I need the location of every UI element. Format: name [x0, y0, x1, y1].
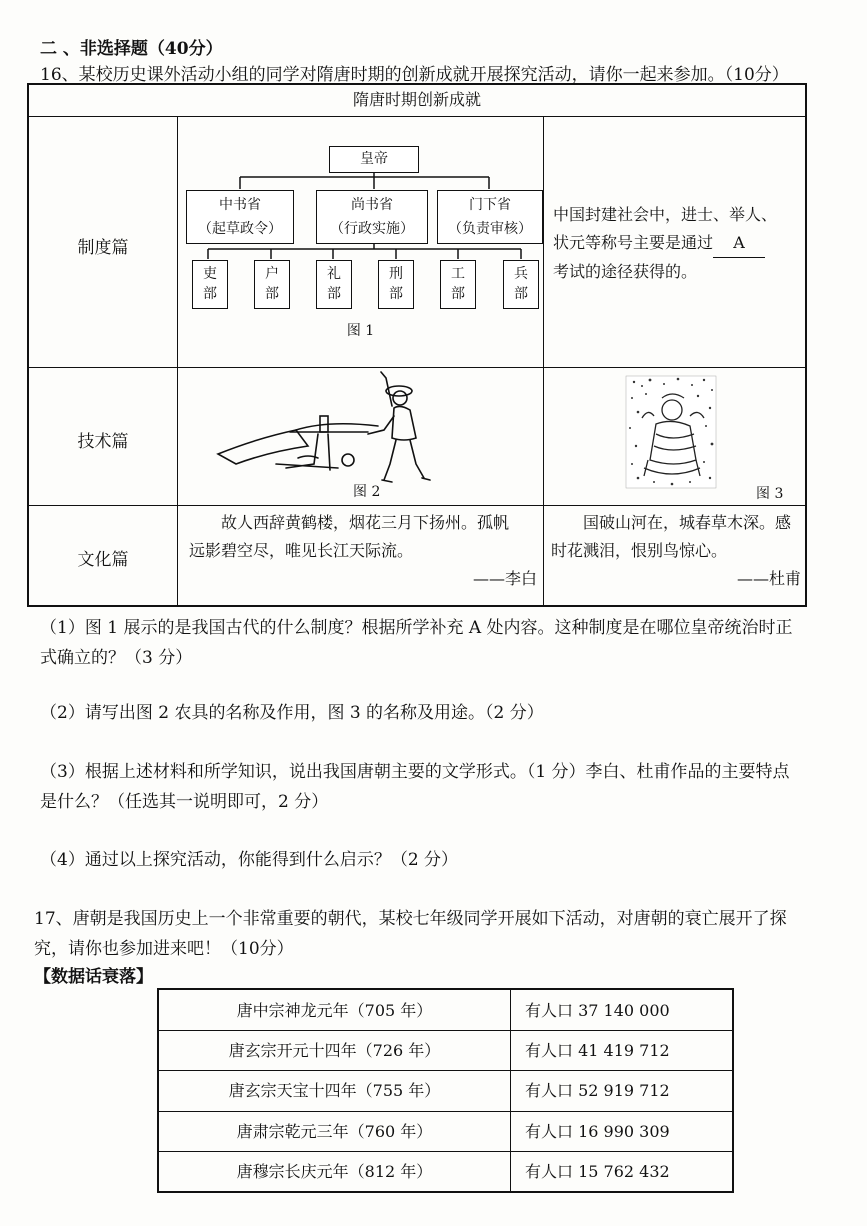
table-row: 唐穆宗长庆元年（812 年） 有人口 15 762 432 — [236, 1162, 670, 1181]
fig1-ministry-li: 吏 部 — [192, 260, 228, 309]
q16-sub3-line1: （3）根据上述材料和所学知识，说出我国唐朝主要的文学形式。（1 分）李白、杜甫作品的主要特点 — [40, 762, 790, 782]
table-row: 唐肃宗乾元三年（760 年） 有人口 16 990 309 — [236, 1122, 670, 1141]
row-label-zhidu: 制度篇 — [77, 238, 129, 258]
fig1-emperor-box: 皇帝 — [329, 146, 419, 173]
exam-text: 中国封建社会中，进士、举人、 状元等称号主要是通过 A 考试的途径获得的。 — [553, 205, 778, 281]
fig1-ministry-libu: 礼 部 — [316, 260, 352, 309]
fig1-ministry-bing: 兵 部 — [503, 260, 539, 309]
fig2-plow-figure — [178, 368, 543, 505]
q17-subtitle: 【数据话衰落】 — [34, 967, 153, 987]
q16-sub4: （4）通过以上探究活动，你能得到什么启示？（2 分） — [40, 850, 459, 870]
fig1-ministry-hu: 户 部 — [254, 260, 290, 309]
blank-a: A — [713, 229, 765, 258]
q16-table-title: 隋唐时期创新成就 — [352, 90, 481, 109]
fig1-province-zhongshu: 中书省 （起草政令） — [186, 190, 294, 244]
fig1-ministry-gong: 工 部 — [440, 260, 476, 309]
table-row: 唐玄宗天宝十四年（755 年） 有人口 52 919 712 — [228, 1081, 670, 1100]
fig2-caption: 图 2 — [353, 484, 381, 500]
fig1-province-menxia: 门下省 （负责审核） — [437, 190, 543, 244]
fig1-diagram — [178, 117, 543, 367]
fig1-province-shangshu: 尚书省 （行政实施） — [316, 190, 428, 244]
table-row: 唐玄宗开元十四年（726 年） 有人口 41 419 712 — [228, 1041, 670, 1060]
q16-sub1-line1: （1）图 1 展示的是我国古代的什么制度？根据所学补充 A 处内容。这种制度是在哪位皇帝统治时正 — [40, 618, 793, 638]
q16-table — [27, 83, 807, 607]
row-label-jishu: 技术篇 — [77, 432, 129, 452]
fig1-ministry-xing: 刑 部 — [378, 260, 414, 309]
q16-sub3-line2: 是什么？（任选其一说明即可，2 分） — [40, 792, 329, 812]
q17-stem-line1: 17、唐朝是我国历史上一个非常重要的朝代，某校七年级同学开展如下活动，对唐朝的衰亡展开了探 — [34, 909, 787, 929]
population-table — [157, 988, 734, 1193]
q16-sub2: （2）请写出图 2 农具的名称及作用，图 3 的名称及用途。（2 分） — [40, 703, 544, 723]
poem-libai: 故人西辞黄鹤楼，烟花三月下扬州。孤帆 远影碧空尽，唯见长江天际流。 ——李白 — [189, 513, 537, 588]
fig3-print-figure — [544, 368, 807, 505]
q16-sub1-line2: 式确立的？（3 分） — [40, 648, 193, 668]
q16-stem: 16、某校历史课外活动小组的同学对隋唐时期的创新成就开展探究活动，请你一起来参加。（10分） — [40, 65, 789, 85]
fig1-caption: 图 1 — [346, 323, 375, 339]
q17-stem-line2: 究，请你也参加进来吧！（10分） — [34, 939, 294, 959]
table-row: 唐中宗神龙元年（705 年） 有人口 37 140 000 — [236, 1001, 670, 1020]
fig3-caption: 图 3 — [756, 486, 784, 502]
row-label-wenhua: 文化篇 — [77, 550, 129, 570]
section-title: 二 、非选择题（40分） — [40, 39, 223, 59]
poem-dufu: 国破山河在，城春草木深。感 时花溅泪，恨别鸟惊心。 ——杜甫 — [551, 513, 801, 588]
